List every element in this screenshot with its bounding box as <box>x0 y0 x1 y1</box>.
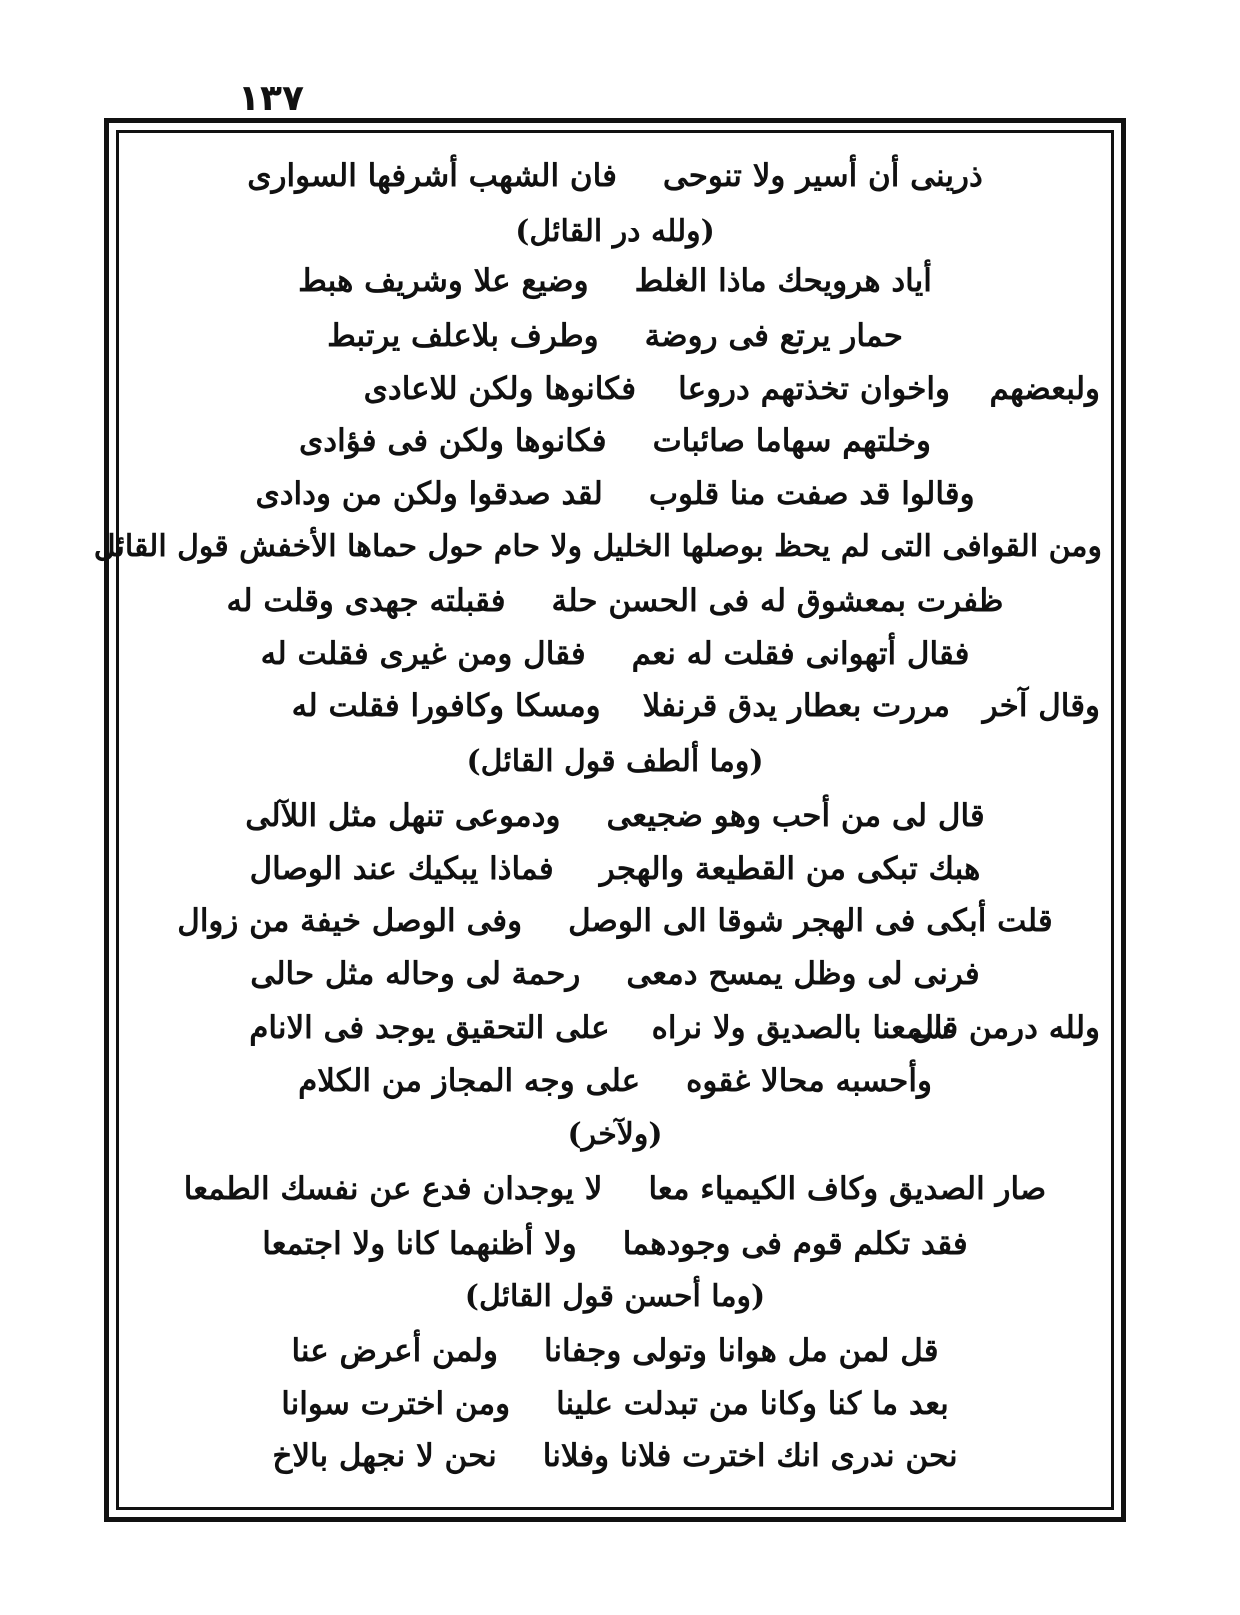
first-hemistich: بعد ما كنا وكانا من تبدلت علينا <box>556 1386 949 1422</box>
second-hemistich: وفى الوصل خيفة من زوال <box>177 903 523 939</box>
attributed-verse-line <box>124 680 1106 732</box>
section-heading: (وما أحسن قول القائل) <box>464 1278 766 1314</box>
verse-line <box>124 843 1106 895</box>
second-hemistich: ولا أظنهما كانا ولا اجتمعا <box>262 1226 577 1262</box>
first-hemistich: قلت أبكى فى الهجر شوقا الى الوصل <box>568 903 1053 939</box>
verse-line <box>124 895 1106 947</box>
prose-line: ومن القوافى التى لم يحظ بوصلها الخليل ولا حام حول حماها الأخفش قول القائل <box>93 528 1102 564</box>
second-hemistich: لا يوجدان فدع عن نفسك الطمعا <box>183 1171 603 1207</box>
first-hemistich: سمعنا بالصديق ولا نراه <box>651 1010 950 1046</box>
second-hemistich: نحن لا نجهل بالاخ <box>272 1438 497 1474</box>
verse-line <box>124 310 1106 362</box>
second-hemistich: فقبلته جهدى وقلت له <box>226 583 506 619</box>
second-hemistich: فماذا يبكيك عند الوصال <box>249 851 554 887</box>
verse-line <box>124 255 1106 307</box>
attributed-verse-line <box>124 1002 1106 1054</box>
first-hemistich: ظفرت بمعشوق له فى الحسن حلة <box>551 583 1004 619</box>
first-hemistich: وأحسبه محالا غقوه <box>686 1063 932 1099</box>
section-heading: (ولآخر) <box>567 1116 663 1152</box>
first-hemistich: مررت بعطار يدق قرنفلا <box>642 688 950 724</box>
verse-line <box>124 948 1106 1000</box>
verse-attribution: وقال آخر <box>982 688 1100 724</box>
first-hemistich: صار الصديق وكاف الكيمياء معا <box>648 1171 1047 1207</box>
second-hemistich: فقال ومن غيرى فقلت له <box>260 636 586 672</box>
first-hemistich: واخوان تخذتهم دروعا <box>678 371 950 407</box>
page-number: ١٣٧ <box>238 78 304 119</box>
verse-attribution: ولبعضهم <box>989 371 1100 407</box>
verse-line <box>124 150 1106 202</box>
verse-line <box>124 628 1106 680</box>
first-hemistich: أياد هرويحك ماذا الغلط <box>634 263 932 299</box>
first-hemistich: قال لى من أحب وهو ضجيعى <box>606 798 985 834</box>
verse-line <box>124 468 1106 520</box>
second-hemistich: لقد صدقوا ولكن من ودادى <box>255 476 603 512</box>
first-hemistich: نحن ندرى انك اخترت فلانا وفلانا <box>542 1438 958 1474</box>
first-hemistich: حمار يرتع فى روضة <box>644 318 903 354</box>
verse-line <box>124 1430 1106 1482</box>
verse-line <box>124 575 1106 627</box>
second-hemistich: على التحقيق يوجد فى الانام <box>249 1010 610 1046</box>
first-hemistich: فرنى لى وظل يمسح دمعى <box>626 956 980 992</box>
first-hemistich: ذرينى أن أسير ولا تنوحى <box>662 158 983 194</box>
section-heading: (وما ألطف قول القائل) <box>466 743 764 779</box>
second-hemistich: فان الشهب أشرفها السوارى <box>247 158 617 194</box>
first-hemistich: وخلتهم سهاما صائبات <box>652 423 931 459</box>
second-hemistich: رحمة لى وحاله مثل حالى <box>250 956 581 992</box>
verse-attribution: ولله درمن قال <box>911 1010 1100 1046</box>
first-hemistich: فقد تكلم قوم فى وجودهما <box>622 1226 968 1262</box>
second-hemistich: ولمن أعرض عنا <box>291 1333 498 1369</box>
page-text <box>93 150 1106 1495</box>
second-hemistich: وطرف بلاعلف يرتبط <box>327 318 599 354</box>
verse-line <box>124 1325 1106 1377</box>
verse-line <box>124 415 1106 467</box>
second-hemistich: ومسكا وكافورا فقلت له <box>291 688 601 724</box>
attributed-verse-line <box>124 363 1106 415</box>
verse-line <box>124 1378 1106 1430</box>
verse-line <box>124 790 1106 842</box>
verse-line <box>124 1055 1106 1107</box>
first-hemistich: قل لمن مل هوانا وتولى وجفانا <box>543 1333 939 1369</box>
second-hemistich: فكانوها ولكن للاعادى <box>363 371 637 407</box>
section-heading: (ولله در القائل) <box>515 213 715 249</box>
first-hemistich: فقال أتهوانى فقلت له نعم <box>631 636 970 672</box>
first-hemistich: وقالوا قد صفت منا قلوب <box>648 476 975 512</box>
second-hemistich: وضيع علا وشريف هبط <box>298 263 589 299</box>
verse-line <box>124 1218 1106 1270</box>
second-hemistich: فكانوها ولكن فى فؤادى <box>299 423 607 459</box>
second-hemistich: ودموعى تنهل مثل اللآلى <box>245 798 561 834</box>
verse-line <box>124 1163 1106 1215</box>
first-hemistich: هبك تبكى من القطيعة والهجر <box>599 851 981 887</box>
second-hemistich: على وجه المجاز من الكلام <box>298 1063 641 1099</box>
second-hemistich: ومن اخترت سوانا <box>281 1386 511 1422</box>
